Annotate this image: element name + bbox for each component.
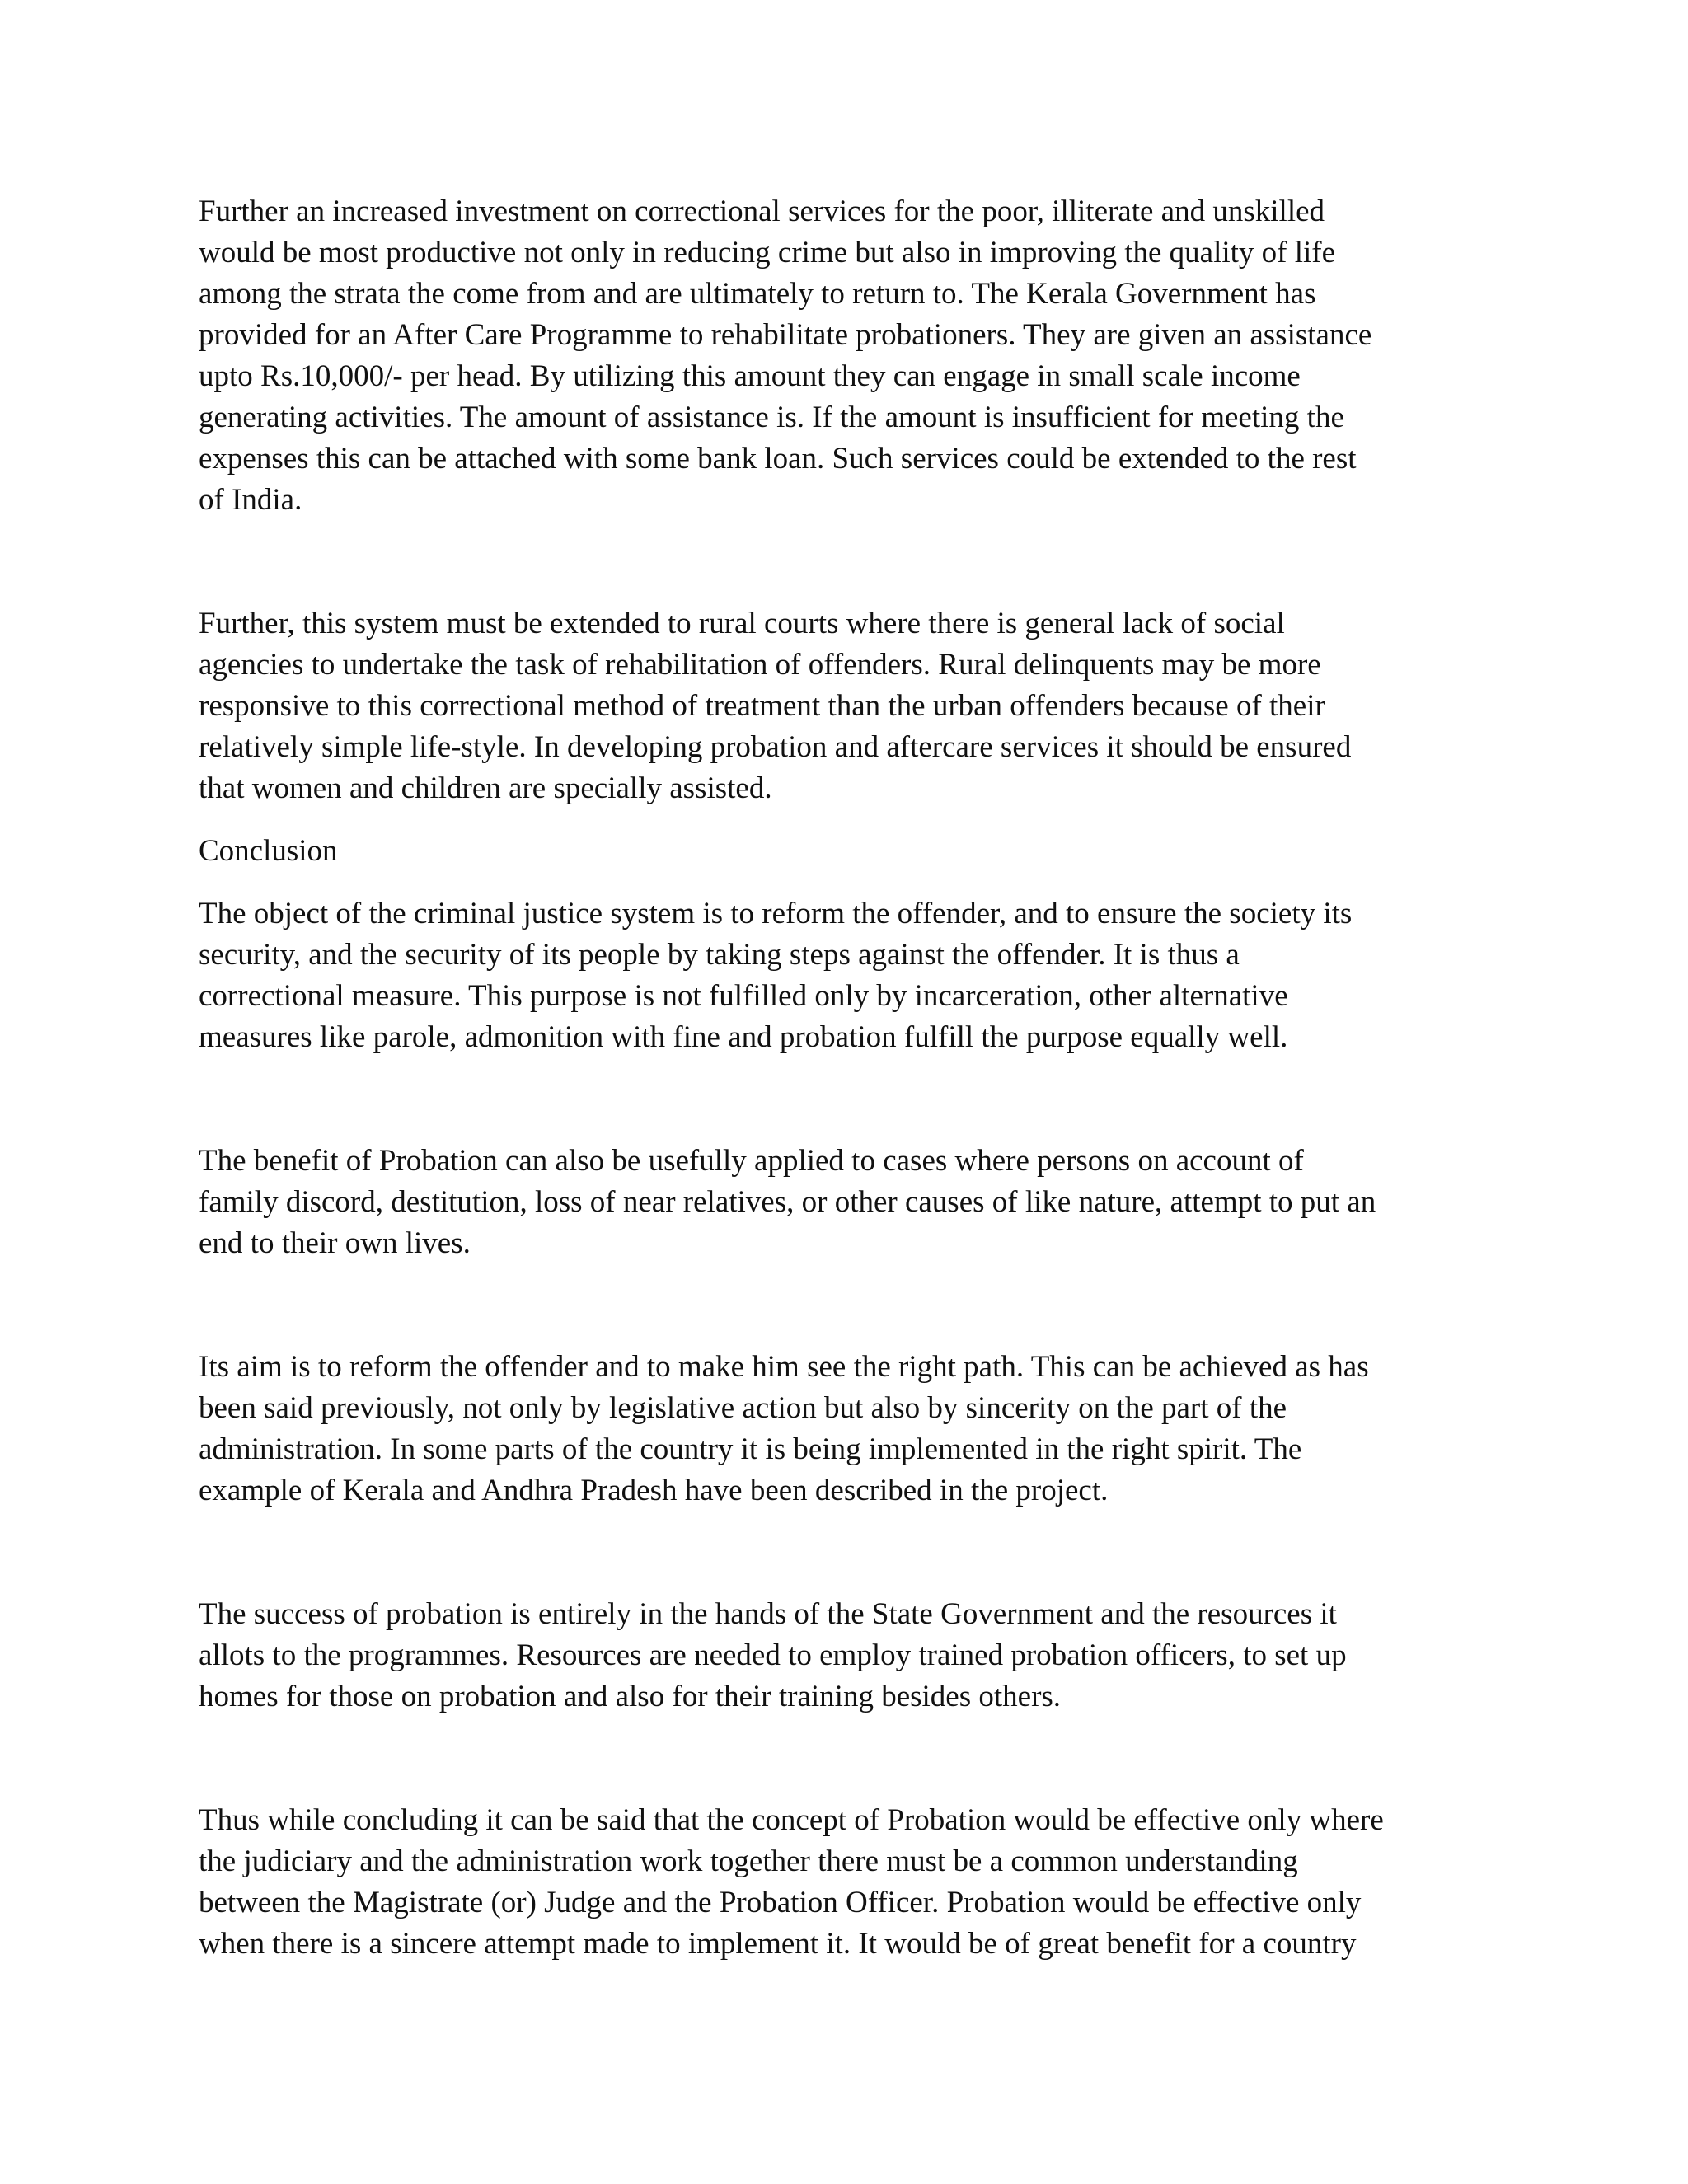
paragraph-spacer (199, 1511, 1493, 1594)
paragraph-thus-while-concluding (199, 1800, 1493, 1965)
text-line: security, and the security of its people by taking steps against the offender. It is thus a (199, 938, 1240, 972)
heading-text: Conclusion (199, 834, 338, 868)
text-line: the judiciary and the administration work together there must be a common understanding (199, 1844, 1298, 1878)
paragraph-benefit-of-probation (199, 1141, 1493, 1264)
text-line: correctional measure. This purpose is not fulfilled only by incarceration, other alternative (199, 979, 1288, 1013)
text-line: been said previously, not only by legislative action but also by sincerity on the part of the (199, 1391, 1287, 1425)
text-line: upto Rs.10,000/- per head. By utilizing this amount they can engage in small scale income (199, 359, 1301, 393)
text-line: that women and children are specially assisted. (199, 771, 772, 805)
text-line: Thus while concluding it can be said that the concept of Probation would be effective only where (199, 1803, 1384, 1837)
text-line: Further an increased investment on correctional services for the poor, illiterate and unskilled (199, 194, 1325, 228)
text-line: homes for those on probation and also for their training besides others. (199, 1680, 1062, 1713)
text-line: generating activities. The amount of assistance is. If the amount is insufficient for meeting the (199, 401, 1344, 434)
text-line: relatively simple life-style. In developing probation and aftercare services it should be ensured (199, 730, 1352, 764)
paragraph-spacer (199, 1058, 1493, 1141)
text-line: allots to the programmes. Resources are needed to employ trained probation officers, to set up (199, 1638, 1347, 1672)
text-line: when there is a sincere attempt made to implement it. It would be of great benefit for a country (199, 1927, 1357, 1961)
text-line: between the Magistrate (or) Judge and the Probation Officer. Probation would be effective only (199, 1886, 1362, 1919)
text-line: provided for an After Care Programme to rehabilitate probationers. They are given an assistance (199, 318, 1372, 352)
text-line: Further, this system must be extended to rural courts where there is general lack of social (199, 607, 1285, 640)
text-line: would be most productive not only in reducing crime but also in improving the quality of life (199, 236, 1336, 269)
paragraph-object-of-justice (199, 893, 1493, 1058)
text-line: The object of the criminal justice system is to reform the offender, and to ensure the society its (199, 897, 1353, 930)
paragraph-spacer (199, 521, 1493, 603)
paragraph-after-care (199, 191, 1493, 521)
text-line: agencies to undertake the task of rehabilitation of offenders. Rural delinquents may be more (199, 648, 1321, 682)
paragraph-its-aim (199, 1347, 1493, 1511)
text-line: of India. (199, 483, 302, 517)
text-line: The success of probation is entirely in the hands of the State Government and the resources it (199, 1597, 1337, 1631)
text-line: expenses this can be attached with some bank loan. Such services could be extended to the rest (199, 442, 1357, 476)
paragraph-success-of-probation (199, 1594, 1493, 1718)
paragraph-spacer (199, 1718, 1493, 1800)
paragraph-spacer (199, 1264, 1493, 1347)
text-line: measures like parole, admonition with fine and probation fulfill the purpose equally well. (199, 1020, 1288, 1054)
text-line: end to their own lives. (199, 1226, 471, 1260)
section-heading-conclusion (199, 831, 1493, 872)
paragraph-spacer (199, 809, 1493, 831)
text-line: family discord, destitution, loss of near relatives, or other causes of like nature, attempt to put an (199, 1185, 1376, 1219)
text-line: among the strata the come from and are ultimately to return to. The Kerala Government has (199, 277, 1316, 311)
document-body (199, 191, 1493, 1965)
text-line: administration. In some parts of the country it is being implemented in the right spirit. The (199, 1432, 1302, 1466)
text-line: example of Kerala and Andhra Pradesh have been described in the project. (199, 1474, 1109, 1507)
text-line: The benefit of Probation can also be usefully applied to cases where persons on account of (199, 1144, 1304, 1178)
paragraph-spacer (199, 872, 1493, 893)
text-line: responsive to this correctional method of treatment than the urban offenders because of their (199, 689, 1325, 723)
paragraph-rural-courts (199, 603, 1493, 809)
text-line: Its aim is to reform the offender and to make him see the right path. This can be achieved as has (199, 1350, 1369, 1384)
